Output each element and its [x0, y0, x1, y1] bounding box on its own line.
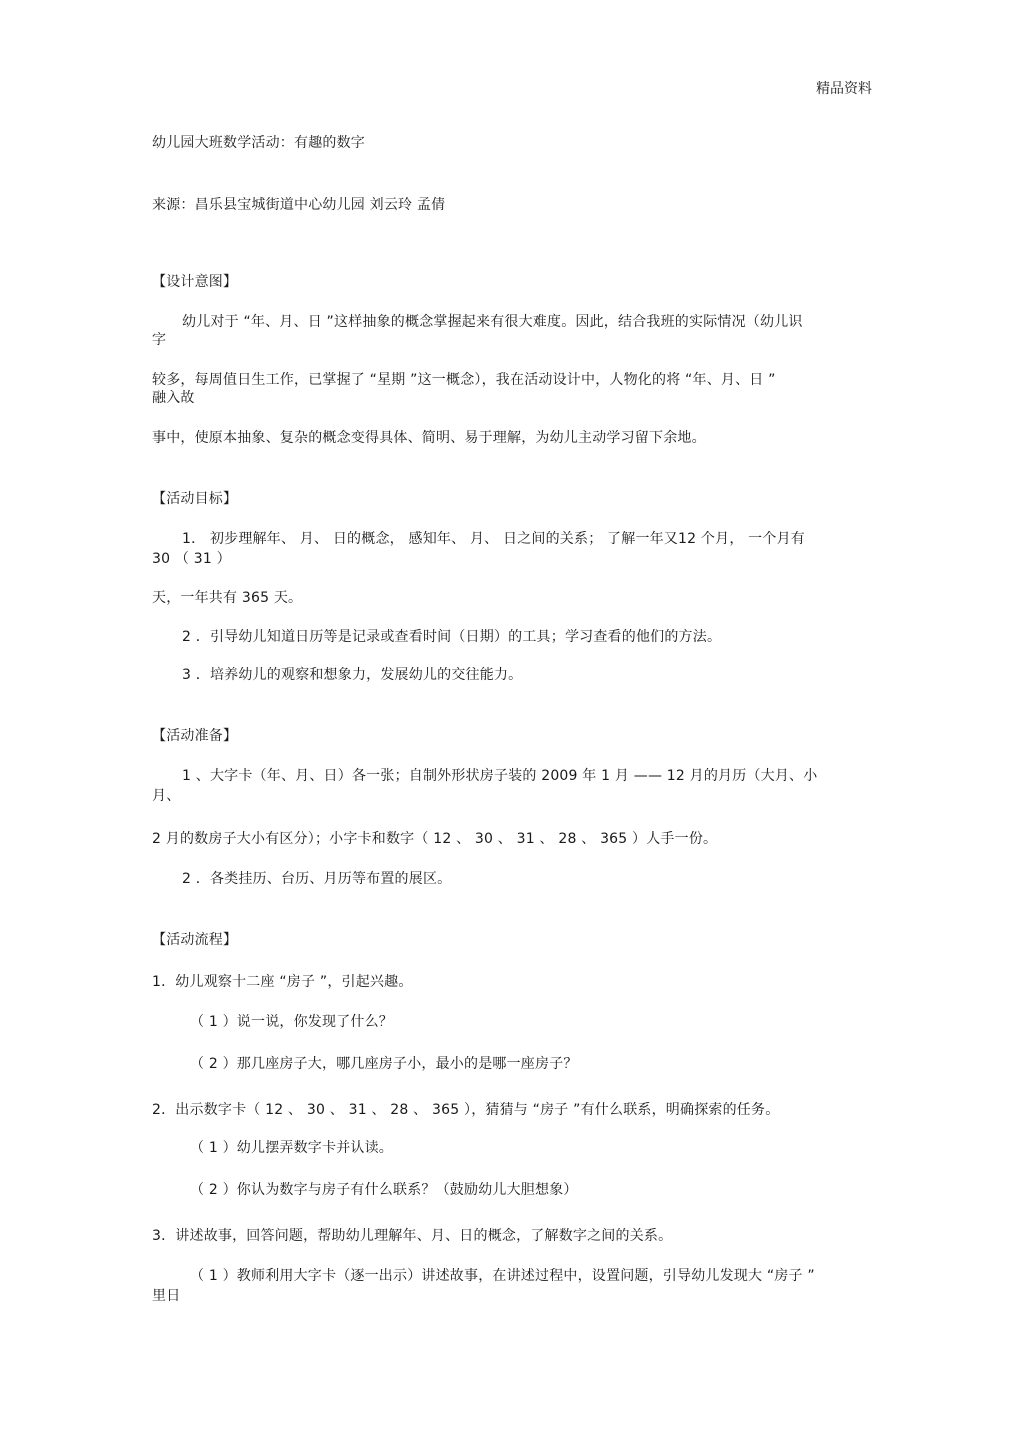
flow-substep: （ 2 ）那几座房子大，哪几座房子小，最小的是哪一座房子？ — [190, 1056, 578, 1072]
flow-step: 2．出示数字卡（ 12 、 30 、 31 、 28 、 365 ），猜猜与 “房子 ”有什么联系，明确探索的任务。 — [152, 1102, 780, 1118]
flow-substep: （ 1 ）教师利用大字卡（逐一出示）讲述故事，在讲述过程中，设置问题，引导幼儿发现大 “房子 ” — [190, 1268, 815, 1284]
flow-step: 1．幼儿观察十二座 “房子 ”，引起兴趣。 — [152, 974, 413, 990]
goal-item: 3 ．培养幼儿的观察和想象力，发展幼儿的交往能力。 — [182, 667, 523, 683]
paragraph-line: 事中，使原本抽象、复杂的概念变得具体、简明、易于理解，为幼儿主动学习留下余地。 — [152, 430, 706, 446]
doc-source: 来源：昌乐县宝城街道中心幼儿园 刘云玲 孟倩 — [152, 197, 446, 213]
prep-item: 月、 — [152, 788, 181, 804]
goal-item: 天，一年共有 365 天。 — [152, 590, 303, 606]
goal-item: 1． 初步理解年、 月、 日的概念， 感知年、 月、 日之间的关系； 了解一年又12 个月， 一个月有 — [182, 531, 805, 547]
prep-item: 2 ．各类挂历、台历、月历等布置的展区。 — [182, 871, 452, 887]
section-heading-flow: 【活动流程】 — [152, 932, 238, 948]
paragraph-line: 较多，每周值日生工作，已掌握了 “星期 ”这一概念），我在活动设计中，人物化的将 “年、月、日 ” — [152, 372, 776, 388]
section-heading-design: 【设计意图】 — [152, 274, 238, 290]
goal-item: 30 （ 31 ） — [152, 551, 231, 567]
prep-item: 2 月的数房子大小有区分）；小字卡和数字（ 12 、 30 、 31 、 28 、 365 ）人手一份。 — [152, 831, 718, 847]
section-heading-goals: 【活动目标】 — [152, 491, 238, 507]
doc-title: 幼儿园大班数学活动：有趣的数字 — [152, 135, 365, 151]
paragraph-line: 幼儿对于 “年、月、日 ”这样抽象的概念掌握起来有很大难度。因此，结合我班的实际情况（幼儿识 — [182, 314, 803, 330]
flow-substep: （ 1 ）说一说，你发现了什么？ — [190, 1014, 394, 1030]
goal-item: 2 ．引导幼儿知道日历等是记录或查看时间（日期）的工具；学习查看的他们的方法。 — [182, 629, 722, 645]
flow-step: 3．讲述故事，回答问题，帮助幼儿理解年、月、日的概念，了解数字之间的关系。 — [152, 1228, 673, 1244]
flow-substep: 里日 — [152, 1288, 181, 1304]
header-label: 精品资料 — [816, 81, 872, 97]
paragraph-line: 融入故 — [152, 390, 195, 406]
flow-substep: （ 2 ）你认为数字与房子有什么联系？（鼓励幼儿大胆想象） — [190, 1182, 578, 1198]
paragraph-line: 字 — [152, 332, 167, 348]
prep-item: 1 、大字卡（年、月、日）各一张；自制外形状房子装的 2009 年 1 月 —— 12 月的月历（大月、小 — [182, 768, 818, 784]
flow-substep: （ 1 ）幼儿摆弄数字卡并认读。 — [190, 1140, 394, 1156]
section-heading-prep: 【活动准备】 — [152, 728, 238, 744]
